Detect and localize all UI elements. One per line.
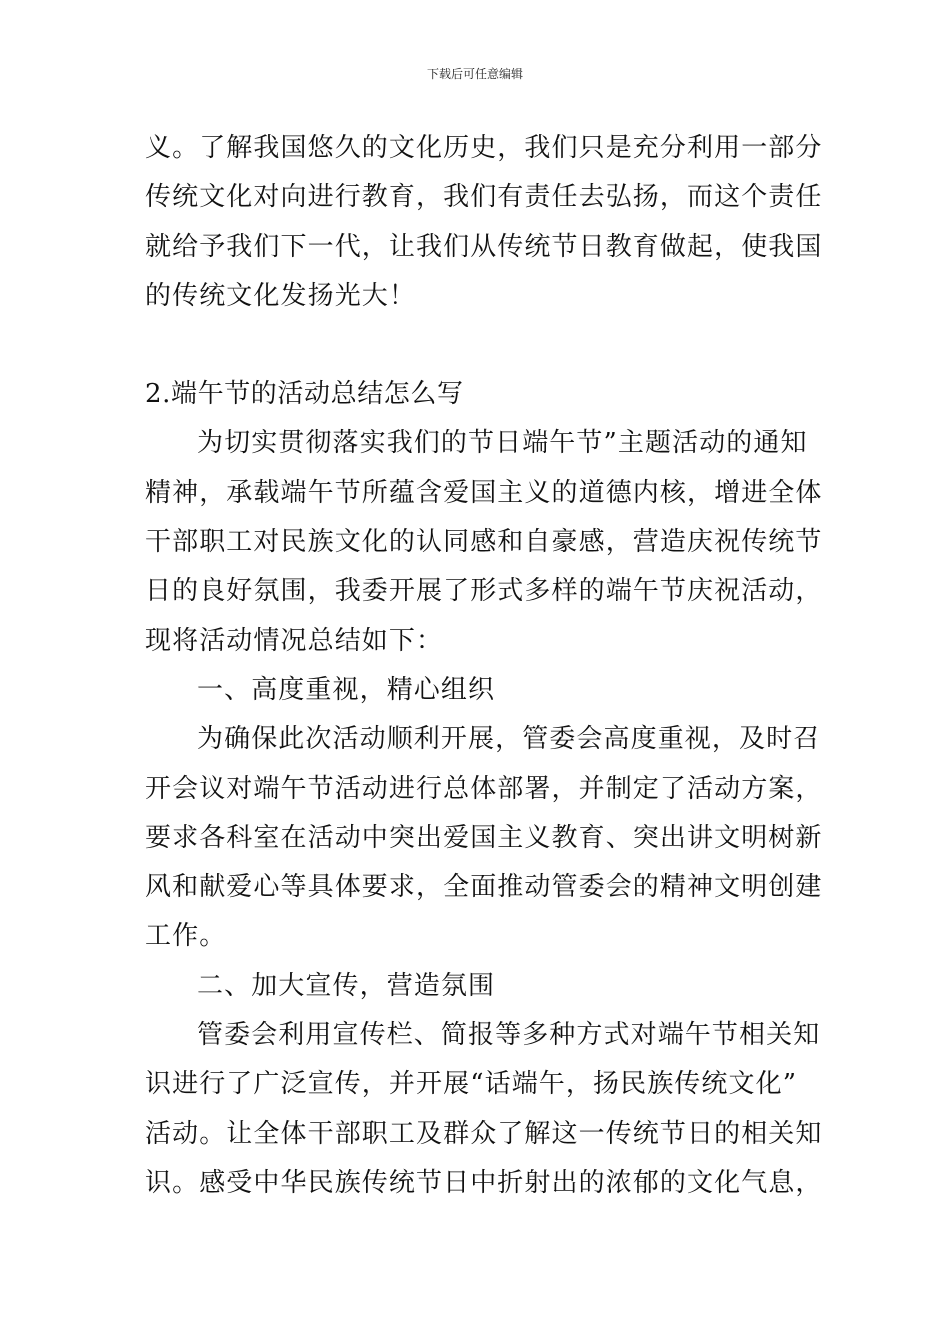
paragraph-line: 现将活动情况总结如下： bbox=[145, 625, 444, 656]
section-heading: 2.端午节的活动总结怎么写 bbox=[145, 379, 464, 410]
subheading-organize: 一、高度重视，精心组织 bbox=[197, 674, 496, 705]
paragraph-line: 识。感受中华民族传统节日中折射出的浓郁的文化气息， bbox=[145, 1167, 823, 1198]
intro-line: 传统文化对向进行教育，我们有责任去弘扬，而这个责任 bbox=[145, 182, 823, 213]
paragraph-line: 为切实贯彻落实我们的节日端午节”主题活动的通知 bbox=[197, 428, 808, 459]
paragraph-line: 干部职工对民族文化的认同感和自豪感，营造庆祝传统节 bbox=[145, 527, 823, 558]
page-header-note: 下载后可任意编辑 bbox=[426, 67, 523, 81]
paragraph-line: 开会议对端午节活动进行总体部署，并制定了活动方案， bbox=[145, 773, 823, 804]
subheading-publicity: 二、加大宣传，营造氛围 bbox=[197, 970, 496, 1001]
paragraph-line: 工作。 bbox=[145, 921, 227, 952]
paragraph-line: 识进行了广泛宣传，并开展“话端午，扬民族传统文化” bbox=[145, 1069, 798, 1100]
intro-line: 的传统文化发扬光大！ bbox=[145, 280, 417, 311]
paragraph-line: 为确保此次活动顺利开展，管委会高度重视，及时召 bbox=[197, 724, 821, 755]
paragraph-gap bbox=[145, 321, 805, 370]
paragraph-line: 精神，承载端午节所蕴含爱国主义的道德内核，增进全体 bbox=[145, 477, 823, 508]
paragraph-line: 管委会利用宣传栏、简报等多种方式对端午节相关知 bbox=[197, 1020, 821, 1051]
paragraph-line: 日的良好氛围，我委开展了形式多样的端午节庆祝活动， bbox=[145, 576, 823, 607]
paragraph-line: 活动。让全体干部职工及群众了解这一传统节日的相关知 bbox=[145, 1118, 823, 1149]
paragraph-line: 要求各科室在活动中突出爱国主义教育、突出讲文明树新 bbox=[145, 822, 823, 853]
document-body bbox=[145, 124, 823, 1208]
intro-line: 就给予我们下一代，让我们从传统节日教育做起，使我国 bbox=[145, 231, 823, 262]
intro-line: 义。了解我国悠久的文化历史，我们只是充分利用一部分 bbox=[145, 133, 823, 163]
paragraph-line: 风和献爱心等具体要求，全面推动管委会的精神文明创建 bbox=[145, 872, 823, 903]
